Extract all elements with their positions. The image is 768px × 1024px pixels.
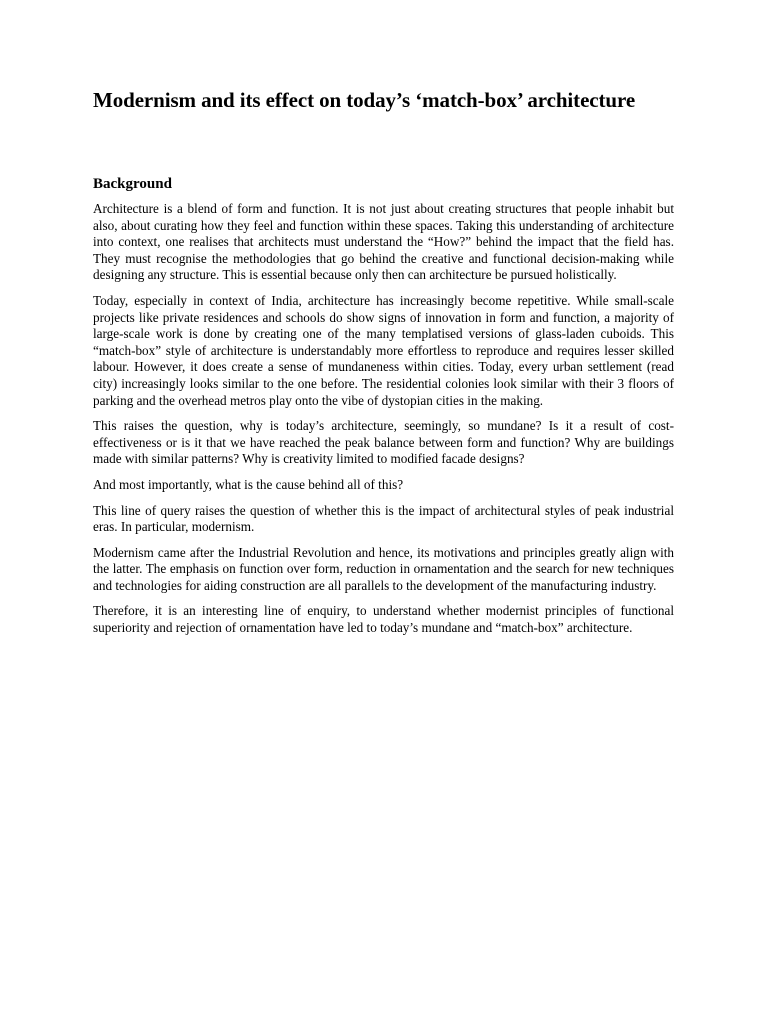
- section-heading-background: Background: [93, 176, 172, 192]
- paragraph-5: This line of query raises the question of whether this is the impact of architectural styles of peak industrial eras. In particular, modernism.: [93, 502, 674, 535]
- paragraph-1: Architecture is a blend of form and function. It is not just about creating structures that people inhabit but also, about curating how they feel and function within these spaces. Taking this understanding of architecture into context, one realises that architects must understand the “How?” behind the impact that the field has. They must recognise the methodologies that go behind the creative and functional decision-making while designing any structure. This is essential because only then can architecture be pursued holistically.: [93, 201, 674, 283]
- paragraph-7: Therefore, it is an interesting line of enquiry, to understand whether modernist principles of functional superiority and rejection of ornamentation have led to today’s mundane and “match-box” architecture.: [93, 603, 674, 636]
- paragraph-3: This raises the question, why is today’s architecture, seemingly, so mundane? Is it a result of cost-effectiveness or is it that we have reached the peak balance between form and function? Why are buildings made with similar patterns? Why is creativity limited to modified facade designs?: [93, 418, 674, 467]
- body-text: [93, 201, 674, 637]
- paragraph-2: Today, especially in context of India, architecture has increasingly become repetitive. While small-scale projects like private residences and schools do show signs of innovation in form and function, a majority of large-scale work is done by creating one of the many templatised versions of glass-laden cuboids. This “match-box” style of architecture is understandably more effortless to reproduce and requires lesser skilled labour. However, it does create a sense of mundaneness within cities. Today, every urban settlement (read city) increasingly looks similar to the one before. The residential colonies look similar with their 3 floors of parking and the overhead metros play onto the vibe of dystopian cities in the making.: [93, 292, 674, 408]
- paragraph-6: Modernism came after the Industrial Revolution and hence, its motivations and principles greatly align with the latter. The emphasis on function over form, reduction in ornamentation and the search for new techniques and technologies for aiding construction are all parallels to the development of the manufacturing industry.: [93, 544, 674, 593]
- paragraph-4: And most importantly, what is the cause behind all of this?: [93, 476, 404, 492]
- document-title: Modernism and its effect on today’s ‘match-box’ architecture: [93, 88, 636, 112]
- document-content: [93, 88, 674, 646]
